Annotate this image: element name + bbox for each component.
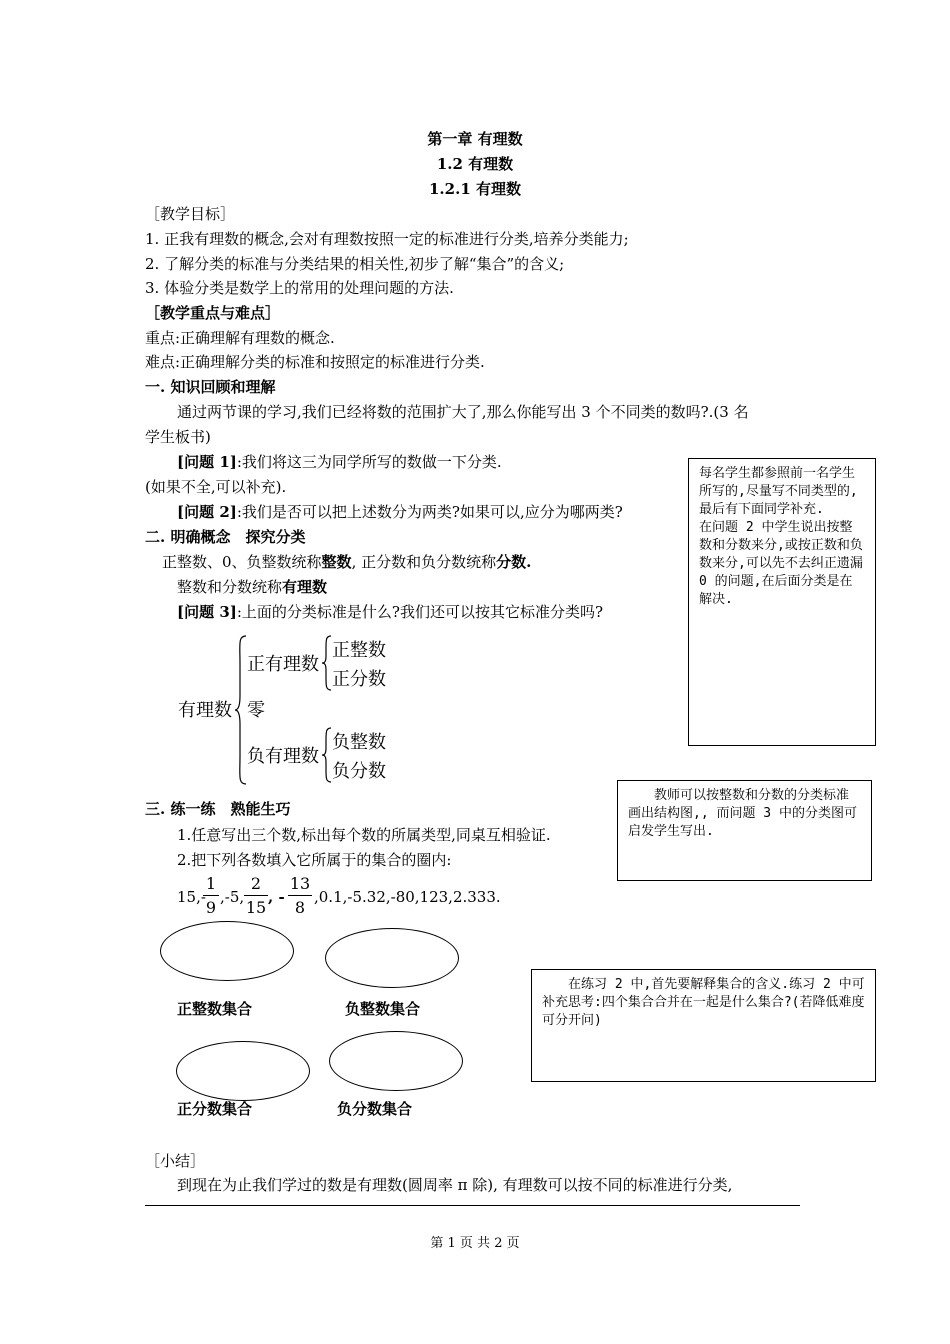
section-title: 1.2 有理数 — [436, 155, 514, 173]
fraction-2-15 — [244, 874, 268, 917]
page-number: 第 1 页 共 2 页 — [430, 1236, 520, 1251]
negative-integer-set-label: 负整数集合 — [345, 1000, 421, 1018]
question-3-label: [问题 3] — [177, 603, 237, 621]
tree-positive-integer: 正整数 — [332, 640, 386, 661]
chapter-title: 第一章 有理数 — [427, 130, 523, 148]
concept-text: 正整数、0、负整数统称 — [162, 553, 322, 571]
tree-positive: 正有理数 — [247, 654, 319, 675]
positive-integer-set-label: 正整数集合 — [177, 1000, 253, 1018]
question-3-text: :上面的分类标准是什么?我们还可以按其它标准分类吗? — [236, 603, 603, 621]
part1-paragraph: 通过两节课的学习,我们已经将数的范围扩大了,那么你能写出 3 个不同类的数吗?.(3 名 — [177, 403, 749, 421]
margin-note-1: 每名学生都参照前一名学生所写的,尽量写不同类型的,最后有下面同学补充. 在问题 2 中学生说出按整数和分数来分,或按正数和负数来分,可以先不去纠正遗漏 0 的问题,在后面分类是在解决. — [688, 458, 876, 746]
question-1-text: :我们将这三为同学所写的数做一下分类. — [236, 453, 502, 471]
tree-positive-fraction: 正分数 — [332, 669, 386, 690]
question-2-label: [问题 2] — [177, 503, 237, 521]
tree-negative-integer: 负整数 — [332, 732, 386, 753]
concept-term-fraction: 分数. — [496, 553, 532, 571]
fraction-denominator: 15 — [245, 898, 267, 917]
negative-integer-set-oval — [325, 928, 459, 988]
fraction-numerator: 2 — [250, 874, 262, 893]
fraction-13-8 — [288, 874, 312, 917]
question-1-note: (如果不全,可以补充). — [145, 478, 287, 496]
summary-heading: ［小结］ — [145, 1152, 206, 1170]
exercise-1: 1.任意写出三个数,标出每个数的所属类型,同桌互相验证. — [177, 826, 551, 844]
subsection-title: 1.2.1 有理数 — [429, 180, 521, 198]
goal-item: 1. 正我有理数的概念,会对有理数按照一定的标准进行分类,培养分类能力; — [145, 230, 629, 248]
number-list-end: ,0.1,-5.32,-80,123,2.333. — [314, 888, 501, 906]
fraction-denominator: 8 — [294, 898, 306, 917]
positive-fraction-set-oval — [176, 1041, 310, 1101]
negative-fraction-set-label: 负分数集合 — [337, 1100, 413, 1118]
question-1 — [177, 451, 502, 473]
goal-item: 2. 了解分类的标准与分类结果的相关性,初步了解“集合”的含义; — [145, 255, 565, 273]
summary-text: 到现在为止我们学过的数是有理数(圆周率 π 除), 有理数可以按不同的标准进行分类, — [177, 1176, 733, 1194]
positive-fraction-set-label: 正分数集合 — [177, 1100, 253, 1118]
question-1-label: [问题 1] — [177, 453, 237, 471]
goal-item: 3. 体验分类是数学上的常用的处理问题的方法. — [145, 279, 454, 297]
focus-text: 重点:正确理解有理数的概念. — [145, 329, 335, 347]
concept-text: , 正分数和负分数统称 — [351, 553, 497, 571]
question-2 — [177, 501, 623, 523]
fraction-denominator: 9 — [205, 898, 217, 917]
part3-heading: 三. 练一练 熟能生巧 — [145, 800, 291, 818]
number-list-part: , - — [268, 888, 285, 906]
fraction-numerator: 13 — [289, 874, 311, 893]
tree-negative-fraction: 负分数 — [332, 761, 386, 782]
concept-line-1 — [162, 551, 531, 573]
fraction-bar — [203, 895, 219, 896]
fraction-1-9 — [203, 874, 219, 917]
tree-negative: 负有理数 — [247, 746, 319, 767]
part1-heading: 一. 知识回顾和理解 — [145, 378, 276, 396]
fraction-numerator: 1 — [205, 874, 217, 893]
exercise-2: 2.把下列各数填入它所属于的集合的圈内: — [177, 851, 452, 869]
concept-term-rational: 有理数 — [282, 578, 328, 596]
number-list-part: ,-5, — [220, 888, 245, 906]
tree-root-brace — [234, 634, 248, 786]
tree-zero: 零 — [247, 700, 265, 721]
concept-line-2 — [177, 576, 327, 598]
fraction-bar — [288, 895, 312, 896]
number-list-start: 15,- — [177, 888, 206, 906]
question-3 — [177, 601, 603, 623]
tree-root: 有理数 — [178, 700, 232, 721]
negative-fraction-set-oval — [329, 1031, 463, 1091]
goals-heading: ［教学目标］ — [145, 205, 236, 223]
margin-note-3: 在练习 2 中,首先要解释集合的含义.练习 2 中可补充思考:四个集合合并在一起是什么集合?(若降低难度可分开问) — [531, 969, 876, 1082]
part1-paragraph-cont: 学生板书) — [145, 428, 211, 446]
footer-rule — [145, 1205, 800, 1206]
concept-text: 整数和分数统称 — [177, 578, 283, 596]
concept-term-integer: 整数 — [321, 553, 352, 571]
positive-integer-set-oval — [160, 921, 294, 981]
fraction-bar — [244, 895, 268, 896]
difficulty-text: 难点:正确理解分类的标准和按照定的标准进行分类. — [145, 353, 485, 371]
part2-heading: 二. 明确概念 探究分类 — [145, 528, 306, 546]
margin-note-2: 教师可以按整数和分数的分类标准画出结构图,, 而问题 3 中的分类图可启发学生写出. — [617, 780, 872, 881]
question-2-text: :我们是否可以把上述数分为两类?如果可以,应分为哪两类? — [236, 503, 623, 521]
keypoints-heading: ［教学重点与难点］ — [145, 304, 281, 322]
